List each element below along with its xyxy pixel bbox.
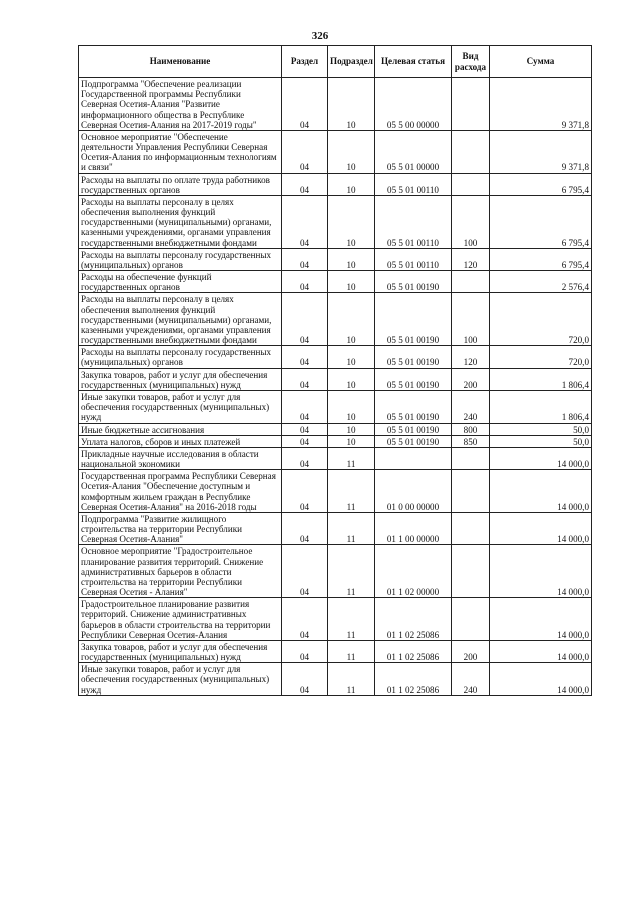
table-row bbox=[79, 195, 592, 248]
table-row bbox=[79, 173, 592, 195]
cell-section: 04 bbox=[282, 346, 328, 368]
cell-target: 01 1 00 00000 bbox=[375, 512, 452, 545]
cell-section: 04 bbox=[282, 640, 328, 662]
cell-name: Иные бюджетные ассигнования bbox=[79, 423, 282, 435]
cell-type bbox=[452, 130, 490, 173]
cell-target: 05 5 01 00190 bbox=[375, 368, 452, 390]
table-row bbox=[79, 346, 592, 368]
cell-type bbox=[452, 78, 490, 131]
table-row bbox=[79, 447, 592, 469]
cell-type: 200 bbox=[452, 640, 490, 662]
cell-sum: 6 795,4 bbox=[490, 248, 592, 270]
cell-subsection: 10 bbox=[328, 271, 375, 293]
cell-subsection: 10 bbox=[328, 390, 375, 423]
cell-sum: 9 371,8 bbox=[490, 130, 592, 173]
cell-sum: 14 000,0 bbox=[490, 470, 592, 513]
cell-type: 200 bbox=[452, 368, 490, 390]
cell-name: Иные закупки товаров, работ и услуг для обеспечения государственных (муниципальных) нужд bbox=[79, 663, 282, 696]
cell-sum: 720,0 bbox=[490, 293, 592, 346]
cell-section: 04 bbox=[282, 470, 328, 513]
cell-target: 05 5 01 00190 bbox=[375, 390, 452, 423]
cell-sum: 14 000,0 bbox=[490, 640, 592, 662]
cell-subsection: 10 bbox=[328, 435, 375, 447]
cell-name: Закупка товаров, работ и услуг для обеспечения государственных (муниципальных) нужд bbox=[79, 640, 282, 662]
header-sum: Сумма bbox=[490, 46, 592, 78]
cell-type bbox=[452, 512, 490, 545]
table-row bbox=[79, 423, 592, 435]
cell-name: Градостроительное планирование развития территорий. Снижение административных барьеров в области строительства на территории Республики Северная Осетия-Алания bbox=[79, 598, 282, 641]
cell-name: Расходы на выплаты персоналу в целях обеспечения выполнения функций государственными (муниципальными) органами, казенными учреждениями, органами управления государственными внебюджетными фондами bbox=[79, 195, 282, 248]
cell-target: 01 1 02 25086 bbox=[375, 640, 452, 662]
cell-sum: 720,0 bbox=[490, 346, 592, 368]
cell-name: Прикладные научные исследования в области национальной экономики bbox=[79, 447, 282, 469]
cell-sum: 14 000,0 bbox=[490, 512, 592, 545]
cell-section: 04 bbox=[282, 423, 328, 435]
cell-type: 240 bbox=[452, 663, 490, 696]
cell-type bbox=[452, 598, 490, 641]
table-header-row bbox=[79, 46, 592, 78]
table-row bbox=[79, 512, 592, 545]
cell-target: 01 1 02 25086 bbox=[375, 663, 452, 696]
cell-section: 04 bbox=[282, 390, 328, 423]
table-row bbox=[79, 470, 592, 513]
cell-type: 100 bbox=[452, 293, 490, 346]
cell-type: 800 bbox=[452, 423, 490, 435]
cell-target: 05 5 01 00110 bbox=[375, 248, 452, 270]
cell-sum: 6 795,4 bbox=[490, 173, 592, 195]
cell-section: 04 bbox=[282, 545, 328, 598]
header-name: Наименование bbox=[79, 46, 282, 78]
cell-type: 120 bbox=[452, 248, 490, 270]
cell-target: 05 5 00 00000 bbox=[375, 78, 452, 131]
cell-name: Государственная программа Республики Северная Осетия-Алания "Обеспечение доступным и комфортным жильем граждан в Республике Северная Осетия-Алания" на 2016-2018 годы bbox=[79, 470, 282, 513]
cell-subsection: 11 bbox=[328, 640, 375, 662]
cell-section: 04 bbox=[282, 512, 328, 545]
header-subsection: Подраздел bbox=[328, 46, 375, 78]
cell-name: Расходы на выплаты персоналу государственных (муниципальных) органов bbox=[79, 248, 282, 270]
cell-section: 04 bbox=[282, 173, 328, 195]
cell-sum: 14 000,0 bbox=[490, 545, 592, 598]
cell-target: 05 5 01 00190 bbox=[375, 423, 452, 435]
cell-name: Подпрограмма "Развитие жилищного строительства на территории Республики Северная Осетия-Алания" bbox=[79, 512, 282, 545]
cell-type bbox=[452, 271, 490, 293]
table-row bbox=[79, 78, 592, 131]
cell-target: 01 0 00 00000 bbox=[375, 470, 452, 513]
cell-sum: 14 000,0 bbox=[490, 598, 592, 641]
table-row bbox=[79, 545, 592, 598]
cell-name: Основное мероприятие "Обеспечение деятельности Управления Республики Северная Осетия-Алания по информационным технологиям и связи" bbox=[79, 130, 282, 173]
cell-name: Расходы на обеспечение функций государственных органов bbox=[79, 271, 282, 293]
table-row bbox=[79, 130, 592, 173]
cell-name: Уплата налогов, сборов и иных платежей bbox=[79, 435, 282, 447]
table-row bbox=[79, 248, 592, 270]
budget-table bbox=[78, 45, 592, 696]
cell-target: 05 5 01 00190 bbox=[375, 435, 452, 447]
header-target: Целевая статья bbox=[375, 46, 452, 78]
cell-sum: 1 806,4 bbox=[490, 368, 592, 390]
table-row bbox=[79, 390, 592, 423]
cell-subsection: 10 bbox=[328, 293, 375, 346]
table-row bbox=[79, 368, 592, 390]
header-type: Вид расхода bbox=[452, 46, 490, 78]
cell-type bbox=[452, 173, 490, 195]
cell-section: 04 bbox=[282, 195, 328, 248]
cell-section: 04 bbox=[282, 598, 328, 641]
cell-type: 100 bbox=[452, 195, 490, 248]
cell-subsection: 11 bbox=[328, 598, 375, 641]
cell-target: 05 5 01 00190 bbox=[375, 271, 452, 293]
table-row bbox=[79, 663, 592, 696]
cell-subsection: 10 bbox=[328, 173, 375, 195]
cell-subsection: 11 bbox=[328, 447, 375, 469]
cell-subsection: 11 bbox=[328, 470, 375, 513]
cell-name: Закупка товаров, работ и услуг для обеспечения государственных (муниципальных) нужд bbox=[79, 368, 282, 390]
cell-section: 04 bbox=[282, 271, 328, 293]
cell-section: 04 bbox=[282, 130, 328, 173]
table-row bbox=[79, 293, 592, 346]
cell-name: Расходы на выплаты по оплате труда работников государственных органов bbox=[79, 173, 282, 195]
cell-name: Расходы на выплаты персоналу государственных (муниципальных) органов bbox=[79, 346, 282, 368]
table-row bbox=[79, 435, 592, 447]
cell-section: 04 bbox=[282, 447, 328, 469]
cell-type: 240 bbox=[452, 390, 490, 423]
cell-subsection: 10 bbox=[328, 423, 375, 435]
cell-sum: 50,0 bbox=[490, 435, 592, 447]
cell-sum: 14 000,0 bbox=[490, 663, 592, 696]
cell-sum: 50,0 bbox=[490, 423, 592, 435]
cell-subsection: 10 bbox=[328, 130, 375, 173]
table-row bbox=[79, 640, 592, 662]
table-body bbox=[79, 78, 592, 696]
cell-type bbox=[452, 447, 490, 469]
cell-sum: 14 000,0 bbox=[490, 447, 592, 469]
cell-name: Подпрограмма "Обеспечение реализации Государственной программы Республики Северная Осетия-Алания "Развитие информационного общества в Республике Северная Осетия-Алания на 2017-2019 годы" bbox=[79, 78, 282, 131]
cell-sum: 2 576,4 bbox=[490, 271, 592, 293]
table-row bbox=[79, 271, 592, 293]
cell-subsection: 10 bbox=[328, 368, 375, 390]
cell-target: 01 1 02 25086 bbox=[375, 598, 452, 641]
cell-target bbox=[375, 447, 452, 469]
cell-section: 04 bbox=[282, 78, 328, 131]
cell-sum: 9 371,8 bbox=[490, 78, 592, 131]
cell-name: Расходы на выплаты персоналу в целях обеспечения выполнения функций государственными (муниципальными) органами, казенными учреждениями, органами управления государственными внебюджетными фондами bbox=[79, 293, 282, 346]
cell-section: 04 bbox=[282, 368, 328, 390]
cell-target: 05 5 01 00110 bbox=[375, 173, 452, 195]
cell-subsection: 10 bbox=[328, 195, 375, 248]
cell-section: 04 bbox=[282, 248, 328, 270]
cell-type bbox=[452, 545, 490, 598]
page-number: 326 bbox=[311, 30, 329, 42]
cell-subsection: 11 bbox=[328, 512, 375, 545]
cell-type bbox=[452, 470, 490, 513]
cell-section: 04 bbox=[282, 435, 328, 447]
cell-subsection: 11 bbox=[328, 545, 375, 598]
cell-section: 04 bbox=[282, 293, 328, 346]
cell-subsection: 10 bbox=[328, 78, 375, 131]
cell-sum: 1 806,4 bbox=[490, 390, 592, 423]
header-section: Раздел bbox=[282, 46, 328, 78]
cell-target: 05 5 01 00190 bbox=[375, 346, 452, 368]
cell-type: 850 bbox=[452, 435, 490, 447]
cell-target: 01 1 02 00000 bbox=[375, 545, 452, 598]
cell-name: Иные закупки товаров, работ и услуг для обеспечения государственных (муниципальных) нужд bbox=[79, 390, 282, 423]
cell-name: Основное мероприятие "Градостроительное планирование развития территорий. Снижение административных барьеров в области строительства на территории Республики Северная Осетия - Алания" bbox=[79, 545, 282, 598]
cell-subsection: 11 bbox=[328, 663, 375, 696]
cell-subsection: 10 bbox=[328, 346, 375, 368]
cell-target: 05 5 01 00110 bbox=[375, 195, 452, 248]
table-row bbox=[79, 598, 592, 641]
cell-target: 05 5 01 00190 bbox=[375, 293, 452, 346]
cell-subsection: 10 bbox=[328, 248, 375, 270]
cell-target: 05 5 01 00000 bbox=[375, 130, 452, 173]
cell-sum: 6 795,4 bbox=[490, 195, 592, 248]
cell-type: 120 bbox=[452, 346, 490, 368]
cell-section: 04 bbox=[282, 663, 328, 696]
